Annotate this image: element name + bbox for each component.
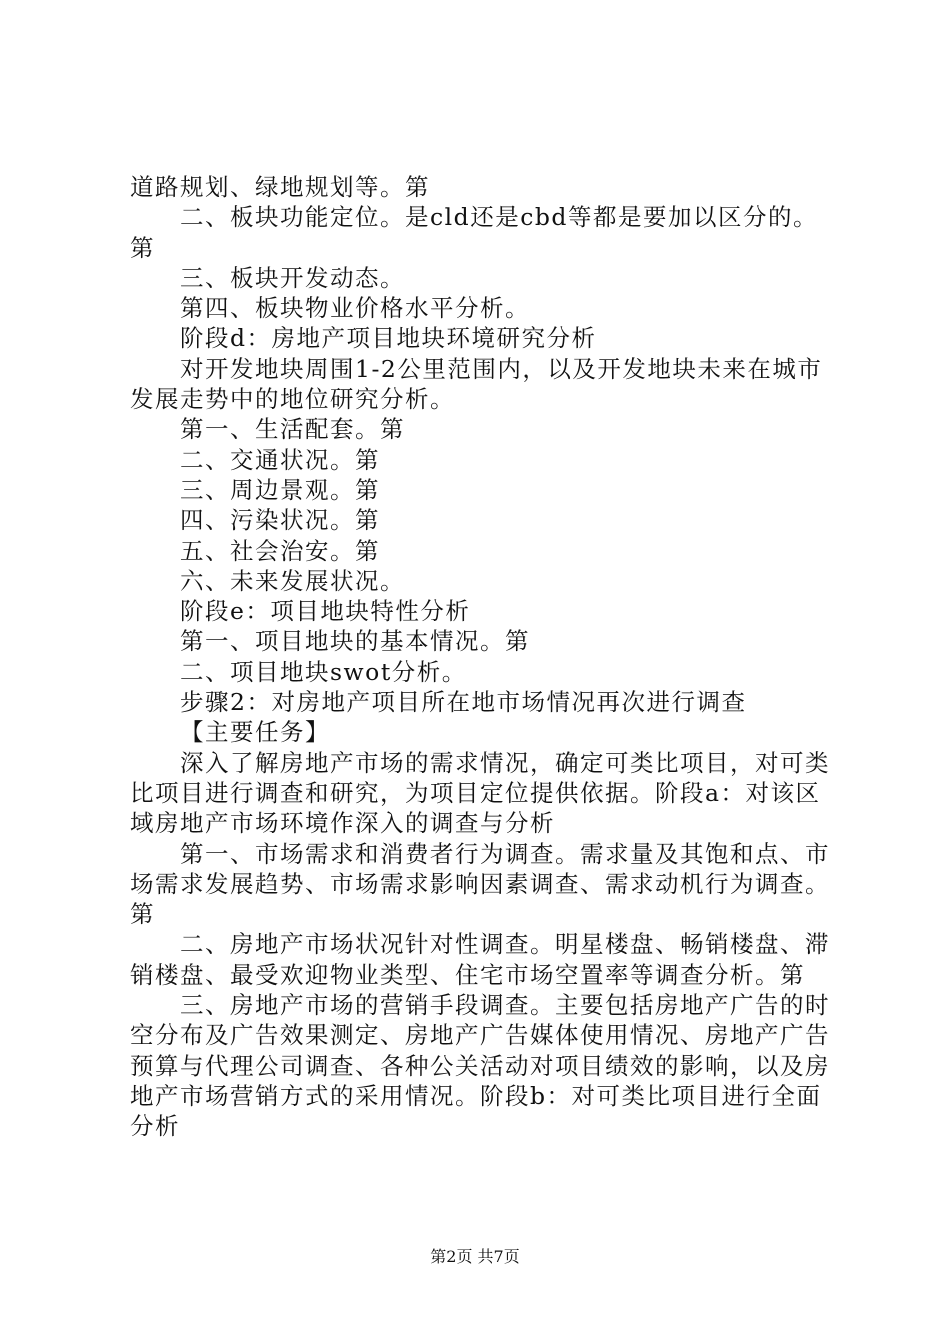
paragraph: 三、房地产市场的营销手段调查。主要包括房地产广告的时空分布及广告效果测定、房地产广告媒体使用情况、房地产广告预算与代理公司调查、各种公关活动对项目绩效的影响，以及房地产市场营销方式的采用情况。阶段b：对可类比项目进行全面分析 — [130, 991, 830, 1141]
page-number-footer: 第2页 共7页 — [430, 1247, 520, 1266]
paragraph: 深入了解房地产市场的需求情况，确定可类比项目，对可类比项目进行调查和研究，为项目定位提供依据。阶段a：对该区域房地产市场环境作深入的调查与分析 — [130, 748, 830, 838]
paragraph: 第一、市场需求和消费者行为调查。需求量及其饱和点、市场需求发展趋势、市场需求影响因素调查、需求动机行为调查。第 — [130, 839, 830, 929]
paragraph: 二、交通状况。第 — [180, 445, 380, 474]
paragraph: 六、未来发展状况。 — [180, 566, 405, 595]
paragraph: 第一、项目地块的基本情况。第 — [180, 627, 530, 656]
paragraph: 五、社会治安。第 — [180, 536, 380, 565]
task-heading: 【主要任务】 — [180, 718, 330, 747]
paragraph: 对开发地块周围1-2公里范围内，以及开发地块未来在城市发展走势中的地位研究分析。 — [130, 354, 823, 414]
paragraph: 二、项目地块swot分析。 — [180, 657, 467, 686]
section-heading: 阶段e：项目地块特性分析 — [180, 597, 471, 626]
section-heading: 阶段d：房地产项目地块环境研究分析 — [180, 324, 597, 353]
paragraph: 第四、板块物业价格水平分析。 — [180, 294, 530, 323]
paragraph: 四、污染状况。第 — [180, 506, 380, 535]
paragraph: 道路规划、绿地规划等。第 — [130, 173, 430, 201]
section-heading: 步骤2：对房地产项目所在地市场情况再次进行调查 — [180, 688, 747, 717]
paragraph: 二、房地产市场状况针对性调查。明星楼盘、畅销楼盘、滞销楼盘、最受欢迎物业类型、住宅市场空置率等调查分析。第 — [130, 930, 830, 989]
paragraph: 第一、生活配套。第 — [180, 415, 405, 444]
paragraph: 三、板块开发动态。 — [180, 263, 405, 292]
paragraph: 三、周边景观。第 — [180, 475, 380, 504]
paragraph: 二、板块功能定位。是cld还是cbd等都是要加以区分的。第 — [130, 203, 818, 262]
document-body — [130, 172, 835, 1142]
